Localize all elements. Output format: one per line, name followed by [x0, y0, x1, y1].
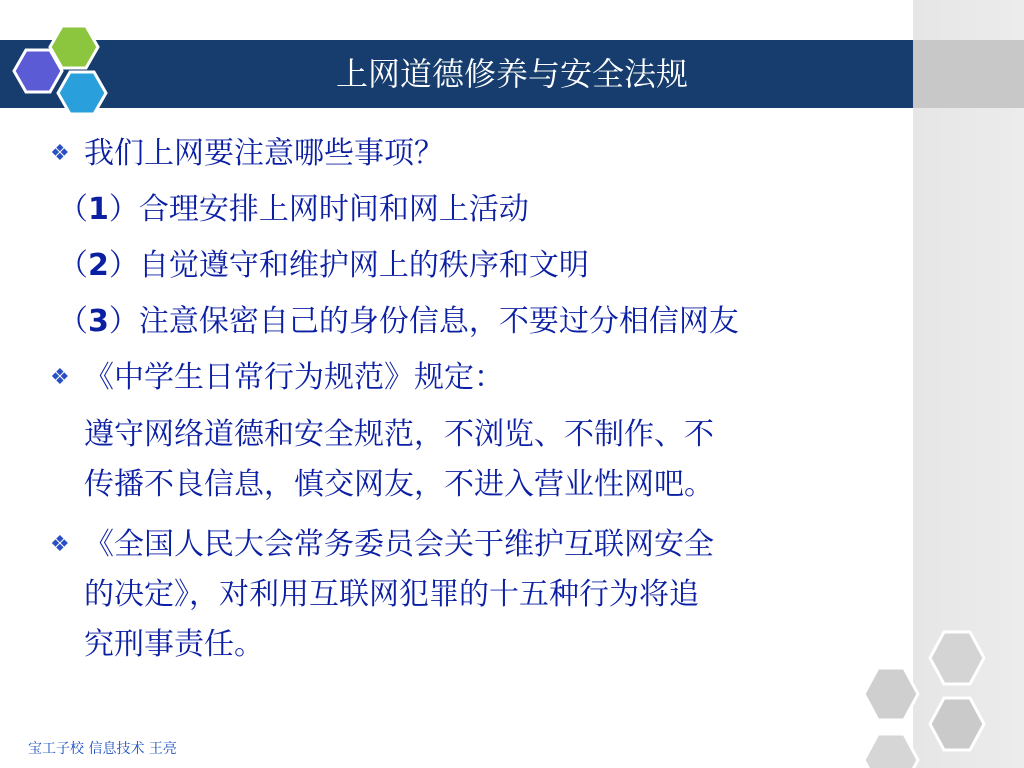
regulation-line-1: 遵守网络道德和安全规范，不浏览、不制作、不 [84, 417, 714, 452]
bullet-item-3 [50, 526, 714, 564]
bullet-item-3-line-2: 的决定》，对利用互联网犯罪的十五种行为将追 [84, 577, 699, 612]
bullet-item-3-line-1: 《全国人民大会常务委员会关于维护互联网安全 [84, 527, 714, 562]
bullet-item-3-line-3: 究刑事责任。 [84, 627, 264, 662]
item-number: 3 [88, 304, 109, 339]
paren-close: ） [108, 304, 139, 339]
numbered-item-3 [58, 303, 739, 341]
paren-close: ） [108, 248, 139, 283]
bullet-item-1-text: 我们上网要注意哪些事项？ [84, 136, 444, 171]
slide-title: 上网道德修养与安全法规 [335, 55, 688, 93]
item-number: 2 [88, 248, 109, 283]
numbered-item-2-text: 自觉遵守和维护网上的秩序和文明 [138, 248, 589, 283]
diamond-bullet-icon: ❖ [50, 365, 70, 390]
diamond-bullet-icon: ❖ [50, 141, 70, 166]
bullet-item-2 [50, 359, 504, 397]
numbered-item-2 [58, 247, 589, 285]
paren-close: ） [108, 192, 139, 227]
footer-text: 宝工子校 信息技术 王亮 [28, 741, 177, 757]
decorative-hexagons-icon [858, 626, 1008, 768]
item-number: 1 [88, 192, 109, 227]
numbered-item-1-text: 合理安排上网时间和网上活动 [138, 192, 529, 227]
paren-open: （ [58, 248, 88, 283]
numbered-item-3-text: 注意保密自己的身份信息，不要过分相信网友 [138, 304, 739, 339]
numbered-item-1 [58, 191, 529, 229]
bullet-item-2-text: 《中学生日常行为规范》规定： [84, 360, 504, 395]
paren-open: （ [58, 192, 88, 227]
regulation-line-2: 传播不良信息，慎交网友，不进入营业性网吧。 [84, 467, 714, 502]
bullet-item-1 [50, 135, 444, 173]
diamond-bullet-icon: ❖ [50, 532, 70, 557]
paren-open: （ [58, 304, 88, 339]
